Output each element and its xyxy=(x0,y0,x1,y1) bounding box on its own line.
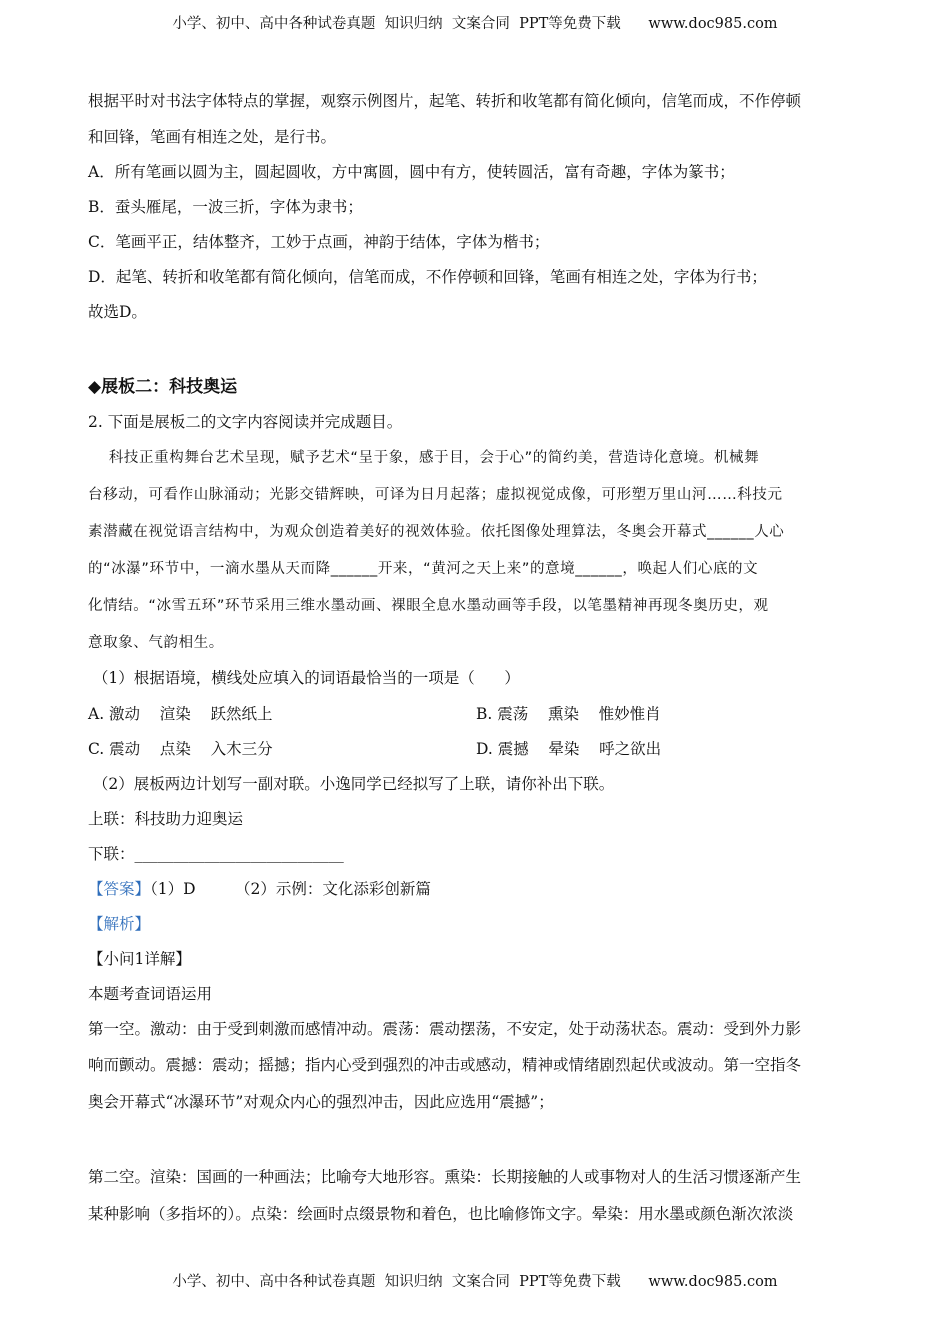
detail-line: 奥会开幕式“冰瀑环节”对观众内心的强烈冲击，因此应选用“震撼”； xyxy=(88,1093,554,1111)
detail-line: 第一空。激动：由于受到刺激而感情冲动。震荡：震动摆荡，不安定，处于动荡状态。震动：受到外力影 xyxy=(88,1020,802,1038)
q1-option-a: A．所有笔画以圆为主，圆起圆收，方中寓圆，圆中有方，使转圆活，富有奇趣，字体为篆书； xyxy=(88,163,735,181)
page-header: 小学、初中、高中各种试卷真题 知识归纳 文案合同 PPT等免费下载 www.doc985.com xyxy=(172,16,778,32)
passage-line: 素潜藏在视觉语言结构中，为观众创造着美好的视效体验。依托图像处理算法，冬奥会开幕式______人心 xyxy=(88,524,785,540)
passage-line: 化情结。“冰雪五环”环节采用三维水墨动画、裸眼全息水墨动画等手段，以笔墨精神再现冬奥历史，观 xyxy=(88,598,769,614)
choice-d: D. 震撼 晕染 呼之欲出 xyxy=(476,740,662,758)
q1-option-b: B．蚕头雁尾，一波三折，字体为隶书； xyxy=(88,198,363,216)
page-footer: 小学、初中、高中各种试卷真题 知识归纳 文案合同 PPT等免费下载 www.doc985.com xyxy=(172,1274,778,1290)
passage-line: 台移动，可看作山脉涌动；光影交错辉映，可译为日月起落；虚拟视觉成像，可形塑万里山河……科技元 xyxy=(88,487,783,503)
q1-analysis-line: 根据平时对书法字体特点的掌握，观察示例图片，起笔、转折和收笔都有简化倾向，信笔而成，不作停顿 xyxy=(88,92,802,110)
section-heading: ◆展板二：科技奥运 xyxy=(88,377,238,397)
q1-option-c: C．笔画平正，结体整齐，工妙于点画，神韵于结体，字体为楷书； xyxy=(88,233,550,251)
analysis-tag: 【解析】 xyxy=(88,915,151,933)
passage-line: 意取象、气韵相生。 xyxy=(88,635,224,651)
choice-a: A. 激动 渲染 跃然纸上 xyxy=(88,705,273,723)
detail-line: 第二空。渲染：国画的一种画法；比喻夸大地形容。熏染：长期接触的人或事物对人的生活习惯逐渐产生 xyxy=(88,1168,802,1186)
detail-tag: 【小问1详解】 xyxy=(88,950,191,968)
detail-line: 某种影响（多指坏的）。点染：绘画时点缀景物和着色，也比喻修饰文字。晕染：用水墨或颜色渐次浓淡 xyxy=(88,1205,794,1223)
q1-analysis-line: 和回锋，笔画有相连之处，是行书。 xyxy=(88,128,337,146)
passage-line: 科技正重构舞台艺术呈现，赋予艺术“呈于象，感于目，会于心”的简约美，营造诗化意境。机械舞 xyxy=(88,450,760,466)
sub-question-1: （1）根据语境，横线处应填入的词语最恰当的一项是（ ） xyxy=(88,669,520,687)
upper-couplet: 上联：科技助力迎奥运 xyxy=(88,810,244,828)
q1-option-d: D．起笔、转折和收笔都有简化倾向，信笔而成，不作停顿和回锋，笔画有相连之处，字体为行书； xyxy=(88,268,767,286)
detail-line: 本题考查词语运用 xyxy=(88,985,213,1003)
q2-stem: 2. 下面是展板二的文字内容阅读并完成题目。 xyxy=(88,413,403,431)
answer-tag: 【答案】 xyxy=(88,880,151,898)
detail-line: 响而颤动。震撼：震动；摇撼；指内心受到强烈的冲击或感动，精神或情绪剧烈起伏或波动。第一空指冬 xyxy=(88,1056,802,1074)
lower-couplet: 下联：___________________________ xyxy=(88,845,344,863)
q1-conclusion: 故选D。 xyxy=(88,303,147,321)
answer-text: （1）D （2）示例：文化添彩创新篇 xyxy=(150,880,431,898)
passage-line: 的“冰瀑”环节中，一滴水墨从天而降______开来，“黄河之天上来”的意境______，唤起人们心底的文 xyxy=(88,561,759,577)
choice-b: B. 震荡 熏染 惟妙惟肖 xyxy=(476,705,661,723)
choice-c: C. 震动 点染 入木三分 xyxy=(88,740,273,758)
sub-question-2: （2）展板两边计划写一副对联。小逸同学已经拟写了上联，请你补出下联。 xyxy=(88,775,615,793)
answer-line xyxy=(88,878,431,900)
